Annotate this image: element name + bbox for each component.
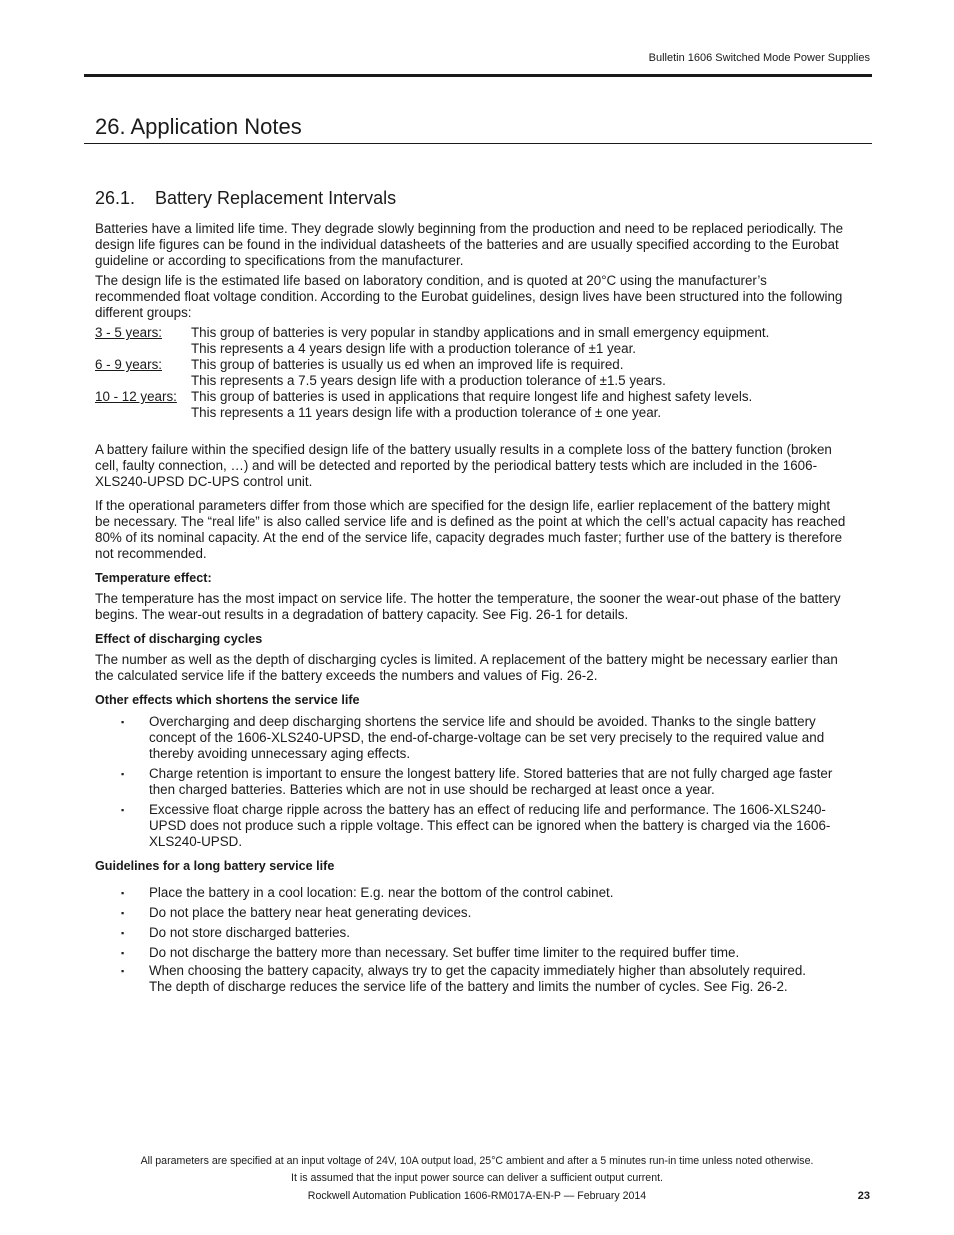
list-item (95, 766, 847, 798)
list-item (95, 802, 847, 850)
list-item (95, 963, 847, 995)
paragraph-service-life (95, 498, 847, 562)
group-row (95, 357, 847, 389)
bullet-icon: ▪ (121, 908, 125, 918)
bullet-icon: ▪ (121, 888, 125, 898)
paragraph-text: The temperature has the most impact on service life. The hotter the temperature, the sooner the wear-out phase of the battery begins. The wear-out results in a degradation of battery capacity. See Fig. 26-1 for details. (95, 591, 841, 622)
paragraph-design-life (95, 273, 847, 321)
list-item (95, 885, 847, 901)
temperature-heading: Temperature effect: (95, 571, 212, 585)
bullet-icon: ▪ (121, 769, 125, 779)
paragraph-text: A battery failure within the specified design life of the battery usually results in a complete loss of the battery function (broken cell, faulty connection, …) and will be detected and reported by the periodical battery tests which are included in the 1606-XLS240-UPSD DC-UPS control unit. (95, 442, 832, 489)
list-item (95, 945, 847, 961)
group-label: 3 - 5 years: (95, 325, 162, 340)
design-life-groups (95, 325, 847, 421)
paragraph-failure (95, 442, 847, 490)
list-item-text: Place the battery in a cool location: E.g. near the bottom of the control cabinet. (149, 885, 614, 900)
paragraph-text: The design life is the estimated life based on laboratory condition, and is quoted at 20°C using the manufacturer’s recommended float voltage condition. According to the Eurobat guidelines, design lives have been structured into the following different groups: (95, 273, 843, 320)
bullet-icon: ▪ (121, 717, 125, 727)
paragraph-intro (95, 221, 847, 269)
list-item (95, 714, 847, 762)
discharging-heading: Effect of discharging cycles (95, 632, 263, 646)
list-item-text: Do not place the battery near heat generating devices. (149, 905, 472, 920)
footer-publication: Rockwell Automation Publication 1606-RM017A-EN-P — February 2014 (307, 1190, 647, 1202)
subsection-number: 26.1. (95, 188, 136, 208)
footer-note-power-source: It is assumed that the input power source can deliver a sufficient output current. (291, 1172, 663, 1184)
list-item-text: Charge retention is important to ensure the longest battery life. Stored batteries that are not fully charged age faster then charged batteries. Batteries which are not in use should be recharged at least once a year. (149, 766, 833, 797)
discharging-paragraph (95, 652, 847, 684)
temperature-paragraph (95, 591, 847, 623)
list-item-text: Excessive float charge ripple across the battery has an effect of reducing life and performance. The 1606-XLS240-UPSD does not produce such a ripple voltage. This effect can be ignored when the battery is charged via the 1606-XLS240-UPSD. (149, 802, 831, 849)
group-row (95, 389, 847, 421)
section-divider (84, 143, 872, 144)
paragraph-text: The number as well as the depth of discharging cycles is limited. A replacement of the battery might be necessary earlier than the calculated service life if the battery exceeds the numbers and values of Fig. 26-2. (95, 652, 838, 683)
group-label: 6 - 9 years: (95, 357, 162, 372)
other-effects-heading: Other effects which shortens the service life (95, 693, 360, 707)
bullet-icon: ▪ (121, 805, 125, 815)
bullet-icon: ▪ (121, 928, 125, 938)
header-divider (84, 74, 872, 77)
page-number: 23 (857, 1190, 870, 1202)
section-title: 26. Application Notes (95, 114, 302, 139)
group-text: This group of batteries is very popular in standby applications and in small emergency equipment. This represents a 4 years design life with a production tolerance of ±1 year. (191, 325, 770, 356)
list-item (95, 905, 847, 921)
paragraph-text: Batteries have a limited life time. They degrade slowly beginning from the production and need to be replaced periodically. The design life figures can be found in the individual datasheets of the batteries and are usually specified according to the Eurobat guideline or according to specifications from the manufacturer. (95, 221, 844, 268)
list-item-text: Do not store discharged batteries. (149, 925, 350, 940)
group-text: This group of batteries is used in applications that require longest life and highest safety levels. This represents a 11 years design life with a production tolerance of ± one year. (191, 389, 753, 420)
group-text: This group of batteries is usually us ed when an improved life is required. This represents a 7.5 years design life with a production tolerance of ±1.5 years. (191, 357, 666, 388)
bullet-icon: ▪ (121, 966, 125, 976)
footer-note-parameters: All parameters are specified at an input voltage of 24V, 10A output load, 25°C ambient and after a 5 minutes run-in time unless noted otherwise. (140, 1155, 814, 1167)
other-effects-list (95, 714, 847, 850)
bullet-icon: ▪ (121, 948, 125, 958)
list-item-text: Overcharging and deep discharging shortens the service life and should be avoided. Thanks to the single battery concept of the 1606-XLS240-UPSD, the end-of-charge-voltage can be set very precisely to the required value and thereby avoiding unnecessary aging effects. (149, 714, 825, 761)
group-row (95, 325, 847, 357)
guidelines-heading: Guidelines for a long battery service life (95, 859, 335, 873)
list-item-text: When choosing the battery capacity, always try to get the capacity immediately higher than absolutely required. The depth of discharge reduces the service life of the battery and limits the number of cycles. See Fig. 26-2. (149, 963, 806, 994)
subsection-title (95, 188, 396, 209)
group-label: 10 - 12 years: (95, 389, 177, 404)
paragraph-text: If the operational parameters differ from those which are specified for the design life, earlier replacement of the battery might be necessary. The “real life” is also called service life and is defined as the point at which the cell’s actual capacity has reached 80% of its nominal capacity. At the end of the service life, capacity degrades much faster; further use of the battery is therefore not recommended. (95, 498, 846, 561)
subsection-title-text: Battery Replacement Intervals (155, 188, 397, 208)
list-item (95, 925, 847, 941)
list-item-text: Do not discharge the battery more than necessary. Set buffer time limiter to the required buffer time. (149, 945, 740, 960)
guidelines-list (95, 885, 847, 995)
running-header: Bulletin 1606 Switched Mode Power Supplies (648, 52, 870, 64)
